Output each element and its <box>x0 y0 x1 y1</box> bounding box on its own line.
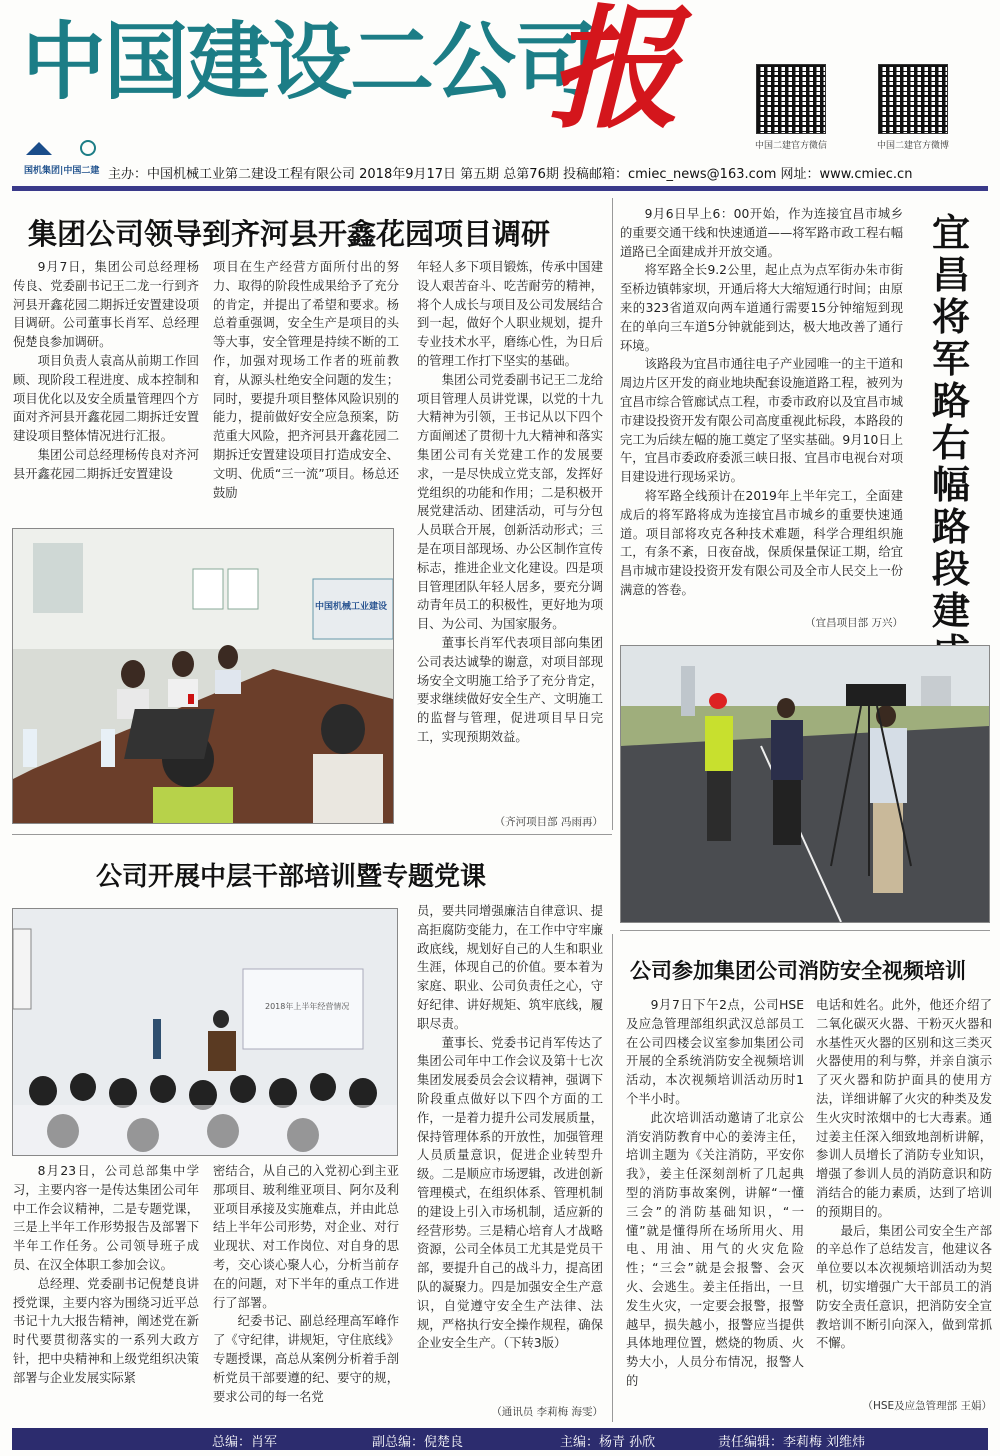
training-hall-illustration <box>13 909 397 1155</box>
article1-col1-p2: 项目负责人袁高从前期工作回顾、现阶段工程进度、成本控制和项目优化以及安全质量管理四个方面对齐河县开鑫花园二期拆迁安置建设项目整体情况进行汇报。 <box>13 353 199 444</box>
article4-col2-p1: 电话和姓名。此外，他还介绍了二氧化碳灭火器、干粉灭火器和水基性灭火器的区别和这三类灭火器使用的利与弊，并亲自演示了灭火器和防护面具的使用方法，详细讲解了火灾的种类及发生火灾时浓烟中的七大毒素。通过姜主任深入细致地剖析讲解，参训人员增长了消防专业知识，增强了参训人员的消防意识和防消结合的能力素质，达到了培训的预期目的。 <box>816 998 992 1219</box>
article3-col2-p2: 纪委书记、副总经理高军峰作了《守纪律，讲规矩，守住底线》专题授课，高总从案例分析着手剖析党员干部要遵的纪、要守的规，要求公司的每一名党 <box>213 1314 399 1404</box>
qr-code-wechat <box>756 64 826 134</box>
logo-group <box>24 140 99 159</box>
footer-credits <box>12 1428 988 1450</box>
article3-col2-p1: 密结合，从自己的入党初心到主亚那项目、玻利维亚项目、阿尔及利亚项目承接及实施难点，并由此总结上半年公司形势，对企业、对行业现状、对工作岗位、对自身的思考，交心谈心聚人心，分析当前存在的问题，对下半年的重点工作进行了部署。 <box>213 1164 399 1310</box>
article3-col3 <box>417 902 603 1353</box>
logo-text: 国机集团|中国二建 <box>24 166 100 176</box>
logo-right-label: 中国二建 <box>63 166 100 176</box>
company-logo-icon <box>77 140 99 156</box>
article1-headline: 集团公司领导到齐河县开鑫花园项目调研 <box>28 217 551 251</box>
article4-col1 <box>626 996 804 1391</box>
masthead-accent: 报 <box>548 0 680 147</box>
rule-mid-right <box>620 930 990 931</box>
article3-col1-p1: 8月23日，公司总部集中学习，主要内容一是传达集团公司年中工作会议精神，二是专题党课，三是上半年工作形势报告及部署下半年工作任务。公司领导班子成员、在汉全体职工参加会议。 <box>13 1164 199 1272</box>
article2-p4: 将军路全线预计在2019年上半年完工，全面建成后的将军路将成为连接宜昌市城乡的重要快速通道。项目部将攻克各种技术难题，科学合理组织施工，有条不紊，日夜奋战，保质保量保证工期，给宜昌市城市建设投资开发有限公司及全市人民交上一份满意的答卷。 <box>620 488 903 597</box>
footer-chief-editors: 主编：杨青 孙欣 <box>560 1435 656 1450</box>
article3-col2 <box>213 1162 399 1406</box>
article3-col1-p2: 总经理、党委副书记倪楚良讲授党课，主要内容为围绕习近平总书记十九大报告精神，阐述党在新时代要贯彻落实的一系列大政方针，把中央精神和上级党组织决策部署与企业发展实际紧 <box>13 1276 199 1385</box>
logo-left-label: 国机集团 <box>24 166 61 176</box>
article4-signature: （HSE及应急管理部 王娟） <box>862 1400 992 1412</box>
article2-p2: 将军路全长9.2公里，起止点为点军街办朱市街至桥边镇韩家坝，开通后将大大缩短通行时间；由原来的323省道双向两车道通行需要15分钟缩短到现在的单向三车道5分钟就能到达，极大地改善了通行环境。 <box>620 263 903 353</box>
article4-headline: 公司参加集团公司消防安全视频培训 <box>630 959 966 983</box>
qr-code-weibo <box>878 64 948 134</box>
article2-p1: 9月6日早上6：00开始，作为连接宜昌市城乡的重要交通干线和快速通道——将军路市政工程右幅道路已全面建成并开放交通。 <box>620 207 903 259</box>
article3-col1 <box>13 1162 199 1388</box>
slide-title: 2018年上半年经营情况 <box>265 1002 350 1011</box>
qr-caption-wechat: 中国二建官方微信 <box>754 141 827 151</box>
article1-col2 <box>213 258 399 502</box>
article4-col2 <box>816 996 992 1353</box>
column-divider-lower <box>612 934 613 1422</box>
article3-photo <box>12 908 398 1156</box>
article4-col1-p1: 9月7日下午2点，公司HSE及应急管理部组织武汉总部员工在公司四楼会议室参加集团公司开展的全系统消防安全视频培训活动，本次视频培训活动历时1个半小时。 <box>626 998 804 1106</box>
article1-col3-p3: 董事长肖军代表项目部向集团公司表达诚挚的谢意，对项目部现场安全文明施工给予了充分肯定，要求继续做好安全生产、文明施工的监督与管理，促进项目早日完工，实现预期效益。 <box>417 635 603 744</box>
rule-mid-left <box>12 834 612 835</box>
article3-signature: （通讯员 李莉梅 海雯） <box>491 1406 603 1418</box>
photo-sign-text: 中国机械工业建设 <box>315 602 388 612</box>
footer-responsible-editors: 责任编辑：李莉梅 刘维炜 <box>718 1435 866 1450</box>
footer-editor-in-chief: 总编：肖军 <box>212 1435 278 1450</box>
masthead-title: 中国建设二公司 <box>22 13 597 111</box>
article1-signature: （齐河项目部 冯雨再） <box>494 816 603 828</box>
article2-signature: （宜昌项目部 万兴） <box>805 617 903 629</box>
group-logo-icon <box>24 140 54 156</box>
article2-body <box>620 205 903 600</box>
meeting-photo-illustration <box>13 529 393 823</box>
article1-photo <box>12 528 394 824</box>
qr-caption-weibo: 中国二建官方微博 <box>876 141 949 151</box>
article4-col2-p2: 最后，集团公司安全生产部的辛总作了总结发言，他建议各单位要以本次视频培训活动为契机，切实增强广大干部员工的消防安全责任意识，把消防安全宣教培训不断引向深入，做到常抓不懈。 <box>816 1223 992 1351</box>
article1-col3 <box>417 258 603 747</box>
article3-col3-p1: 员，要共同增强廉洁自律意识、提高拒腐防变能力，在工作中守牢廉政底线，规划好自己的人生和职业生涯，体现自己的价值。要本着为家庭、职业、公司负责任之心，守好纪律、讲好规矩、筑牢底线，履职尽责。 <box>417 904 603 1031</box>
article3-col3-p2: 董事长、党委书记肖军传达了集团公司年中工作会议及第十七次集团发展委员会会议精神，强调下阶段重点做好以下四个方面的工作，一是着力提升公司发展质量，保持管理体系的开放性，加强管理人员质量意识，促进企业转型升级。二是顺应市场逻辑，改进创新管理模式，在组织体系、管理机制的建设上引入市场机制，适应新的经营形势。三是精心培育人才战略资源，公司全体员工尤其是党员干部，要提升自己的战斗力，提高团队的凝聚力。四是加强安全生产意识，自觉遵守安全生产法律、法规，严格执行安全操作规程，确保企业安全生产。（下转3版） <box>417 1035 603 1351</box>
road-interview-illustration <box>621 646 989 922</box>
footer-deputy-editor: 副总编：倪楚良 <box>372 1435 464 1450</box>
article1-col1-p3: 集团公司总经理杨传良对齐河县开鑫花园二期拆迁安置建设 <box>13 447 199 481</box>
article1-col1-p1: 9月7日，集团公司总经理杨传良、党委副书记王二龙一行到齐河县开鑫花园二期拆迁安置建设项目调研。公司董事长肖军、总经理倪楚良参加调研。 <box>13 260 199 350</box>
article2-photo <box>620 645 990 923</box>
article1-col1 <box>13 258 199 484</box>
article1-col3-p2: 集团公司党委副书记王二龙给项目管理人员讲党课，以党的十九大精神为引领，王书记从以下四个方面阐述了贯彻十九大精神和落实集团公司有关党建工作的发展要求，一是尽快成立党支部，发挥好党组织的功能和作用；二是积极开展党建活动、团建活动，可与分包人员联合开展，创新活动形式；三是在项目部现场、办公区制作宣传标志，推进企业文化建设。四是项目管理团队年轻人居多，要充分调动青年员工的积极性，更好地为项目、为公司、为国家服务。 <box>417 372 603 632</box>
masthead-rule <box>12 186 988 191</box>
info-bar: 主办：中国机械工业第二建设工程有限公司 2018年9月17日 第五期 总第76期 投稿邮箱：cmiec_news@163.com 网址：www.cmiec.cn <box>108 167 913 182</box>
article4-col1-p2: 此次培训活动邀请了北京公消安消防教育中心的姜涛主任，培训主题为《关注消防，平安你我》，姜主任深刻剖析了几起典型的消防事故案例，讲解“一懂三会”的消防基础知识，“一懂”就是懂得所在场所用火、用电、用油、用气的火灾危险性；“三会”就是会报警、会灭火、会逃生。姜主任指出，一旦发生火灾，一定要会报警，报警越早，损失越小，报警应当提供具体地理位置，燃烧的物质、火势大小，人员分布情况，报警人的 <box>626 1110 804 1388</box>
article3-headline: 公司开展中层干部培训暨专题党课 <box>96 862 487 892</box>
column-divider-upper <box>612 198 613 830</box>
article2-p3: 该路段为宜昌市通往电子产业园唯一的主干道和周边片区开发的商业地块配套设施道路工程，被列为宜昌市综合管廊试点工程，市委市政府以及宜昌市城市建设投资开发有限公司高度重视此标段，本路段的完工为后续左幅的施工奠定了坚实基础。9月10日上午，宜昌市委政府委派三峡日报、宜昌市电视台对项目建设进行现场采访。 <box>620 357 903 485</box>
article2-headline: 宜昌将军路右幅路段建 <box>931 211 970 633</box>
article1-col2-p1: 项目在生产经营方面所付出的努力、取得的阶段性成果给予了充分的肯定，并提出了希望和要求。杨总着重强调，安全生产是项目的头等大事，安全管理是持续不断的工作，加强对现场工作者的班前教育，从源头杜绝安全问题的发生；同时，要提升项目整体风险识别的能力，提前做好安全应急预案，防范重大风险，把齐河县开鑫花园二期拆迁安置建设项目打造成安全、文明、优质“三一流”项目。杨总还鼓励 <box>213 260 399 500</box>
article1-col3-p1: 年轻人多下项目锻炼，传承中国建设人艰苦奋斗、吃苦耐劳的精神，将个人成长与项目及公司发展结合到一起，做好个人职业规划，提升专业技术水平，磨练心性，为日后的管理工作打下坚实的基础。 <box>417 260 603 368</box>
